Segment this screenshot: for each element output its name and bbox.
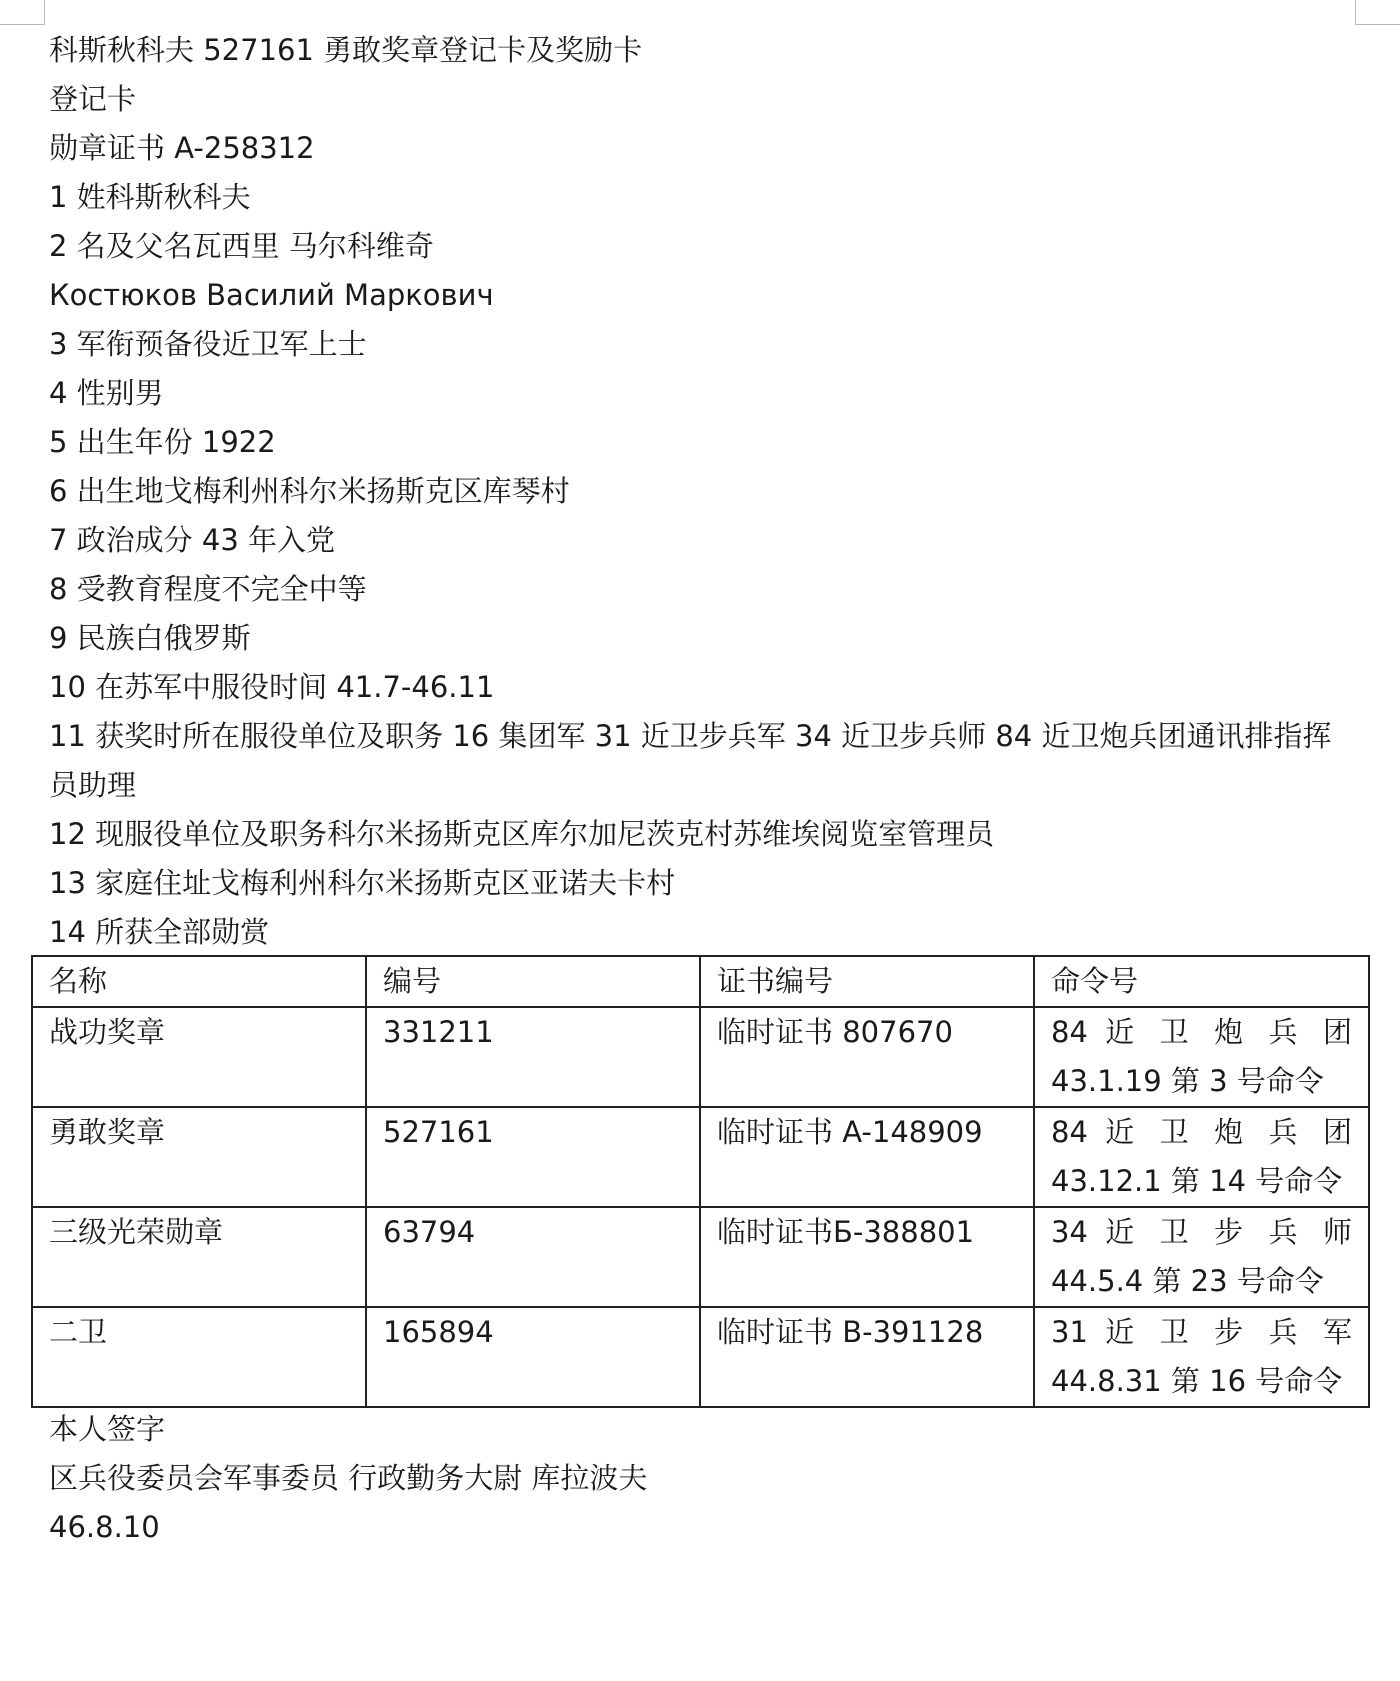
award-certificate: 临时证书 B-391128: [700, 1307, 1034, 1407]
table-row: [32, 1007, 1369, 1107]
column-header-number: 编号: [366, 956, 700, 1007]
table-row: [32, 1207, 1369, 1307]
page-corner-mark-right: [1355, 0, 1400, 25]
award-name: 战功奖章: [32, 1007, 366, 1107]
table-row: [32, 1107, 1369, 1207]
award-certificate: 临时证书 807670: [700, 1007, 1034, 1107]
signature-label: 本人签字: [49, 1412, 166, 1446]
field-education: 8 受教育程度不完全中等: [49, 572, 367, 606]
field-birth-year: 5 出生年份 1922: [49, 425, 276, 459]
document-title: 科斯秋科夫 527161 勇敢奖章登记卡及奖励卡: [49, 33, 643, 67]
issuing-official: 区兵役委员会军事委员 行政勤务大尉 库拉波夫: [49, 1461, 648, 1495]
award-order-date: 44.5.4 第 23 号命令: [1051, 1264, 1324, 1298]
award-number: 527161: [366, 1107, 700, 1207]
certificate-number: 勋章证书 A-258312: [49, 131, 315, 165]
column-header-name: 名称: [32, 956, 366, 1007]
table-row: [32, 1307, 1369, 1407]
award-name: 二卫: [32, 1307, 366, 1407]
field-birthplace: 6 出生地戈梅利州科尔米扬斯克区库琴村: [49, 474, 570, 508]
award-number: 63794: [366, 1207, 700, 1307]
award-order: [1034, 1207, 1369, 1307]
award-order: [1034, 1307, 1369, 1407]
award-order-unit: 31 近 卫 步 兵 军: [1051, 1315, 1352, 1349]
award-order: [1034, 1107, 1369, 1207]
field-awards-heading: 14 所获全部勋赏: [49, 915, 270, 949]
card-label: 登记卡: [49, 82, 137, 116]
award-certificate: 临时证书Б-388801: [700, 1207, 1034, 1307]
award-order-unit: 84 近 卫 炮 兵 团: [1051, 1015, 1352, 1049]
column-header-order: 命令号: [1034, 956, 1369, 1007]
document-footer: [49, 1405, 647, 1552]
field-party: 7 政治成分 43 年入党: [49, 523, 336, 557]
column-header-certificate: 证书编号: [700, 956, 1034, 1007]
field-surname: 1 姓科斯秋科夫: [49, 180, 251, 214]
page-corner-mark-left: [0, 0, 45, 25]
field-home-address: 13 家庭住址戈梅利州科尔米扬斯克区亚诺夫卡村: [49, 866, 676, 900]
field-name-patronymic: 2 名及父名瓦西里 马尔科维奇: [49, 229, 434, 263]
award-number: 331211: [366, 1007, 700, 1107]
field-unit-at-award: 11 获奖时所在服役单位及职务 16 集团军 31 近卫步兵军 34 近卫步兵师 84 近卫炮兵团通讯排指挥员助理: [49, 719, 1332, 802]
award-order-unit: 84 近 卫 炮 兵 团: [1051, 1115, 1352, 1149]
award-certificate: 临时证书 A-148909: [700, 1107, 1034, 1207]
award-order: [1034, 1007, 1369, 1107]
field-nationality: 9 民族白俄罗斯: [49, 621, 251, 655]
field-current-position: 12 现服役单位及职务科尔米扬斯克区库尔加尼茨克村苏维埃阅览室管理员: [49, 817, 995, 851]
field-rank: 3 军衔预备役近卫军上士: [49, 327, 367, 361]
field-name-russian: Костюков Василий Маркович: [49, 278, 494, 312]
field-gender: 4 性别男: [49, 376, 164, 410]
award-order-unit: 34 近 卫 步 兵 师: [1051, 1215, 1352, 1249]
table-header-row: [32, 956, 1369, 1007]
award-number: 165894: [366, 1307, 700, 1407]
field-service-period: 10 在苏军中服役时间 41.7-46.11: [49, 670, 495, 704]
award-name: 三级光荣勋章: [32, 1207, 366, 1307]
award-order-date: 43.12.1 第 14 号命令: [1051, 1164, 1343, 1198]
award-order-date: 44.8.31 第 16 号命令: [1051, 1364, 1343, 1398]
award-order-date: 43.1.19 第 3 号命令: [1051, 1064, 1324, 1098]
issue-date: 46.8.10: [49, 1510, 160, 1544]
award-name: 勇敢奖章: [32, 1107, 366, 1207]
document-body: [49, 26, 1369, 957]
awards-table: [31, 955, 1370, 1408]
